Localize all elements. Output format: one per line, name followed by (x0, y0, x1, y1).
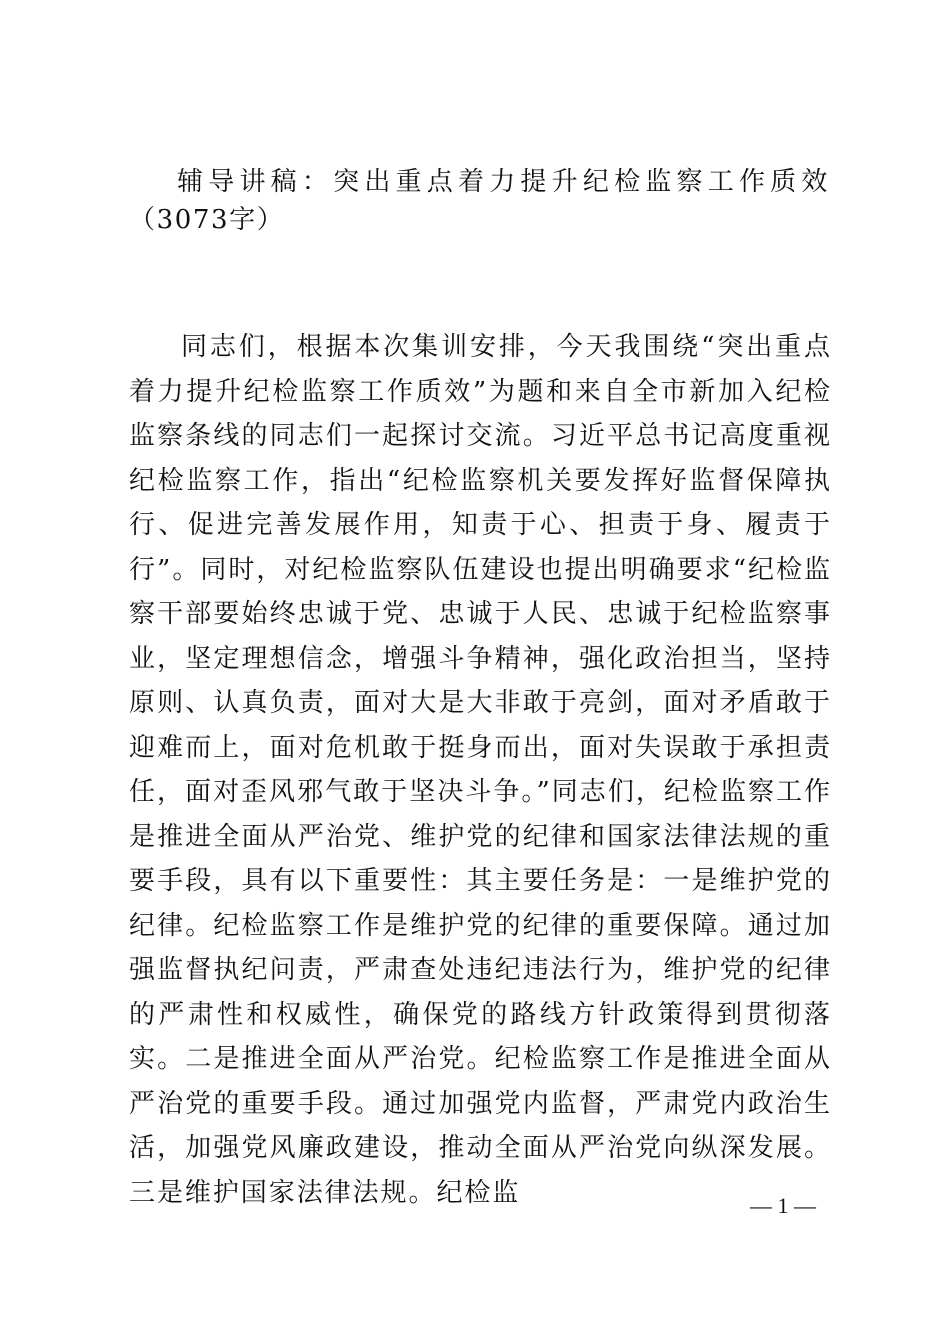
document-title: 辅导讲稿：突出重点着力提升纪检监察工作质效（3073字） (129, 167, 829, 235)
body-paragraph: 同志们，根据本次集训安排，今天我围绕“突出重点着力提升纪检监察工作质效”为题和来自全市新加入纪检监察条线的同志们一起探讨交流。习近平总书记高度重视纪检监察工作，指出“纪检监察机关要发挥好监督保障执行、促进完善发展作用，知责于心、担责于身、履责于行”。同时，对纪检监察队伍建设也提出明确要求“纪检监察干部要始终忠诚于党、忠诚于人民、忠诚于纪检监察事业，坚定理想信念，增强斗争精神，强化政治担当，坚持原则、认真负责，面对大是大非敢于亮剑，面对矛盾敢于迎难而上，面对危机敢于挺身而出，面对失误敢于承担责任，面对歪风邪气敢于坚决斗争。”同志们，纪检监察工作是推进全面从严治党、维护党的纪律和国家法律法规的重要手段，具有以下重要性：其主要任务是：一是维护党的纪律。纪检监察工作是维护党的纪律的重要保障。通过加强监督执纪问责，严肃查处违纪违法行为，维护党的纪律的严肃性和权威性，确保党的路线方针政策得到贯彻落实。二是推进全面从严治党。纪检监察工作是推进全面从严治党的重要手段。通过加强党内监督，严肃党内政治生活，加强党风廉政建设，推动全面从严治党向纵深发展。三是维护国家法律法规。纪检监 (129, 332, 832, 1208)
page-number: — 1 — (750, 1193, 816, 1218)
